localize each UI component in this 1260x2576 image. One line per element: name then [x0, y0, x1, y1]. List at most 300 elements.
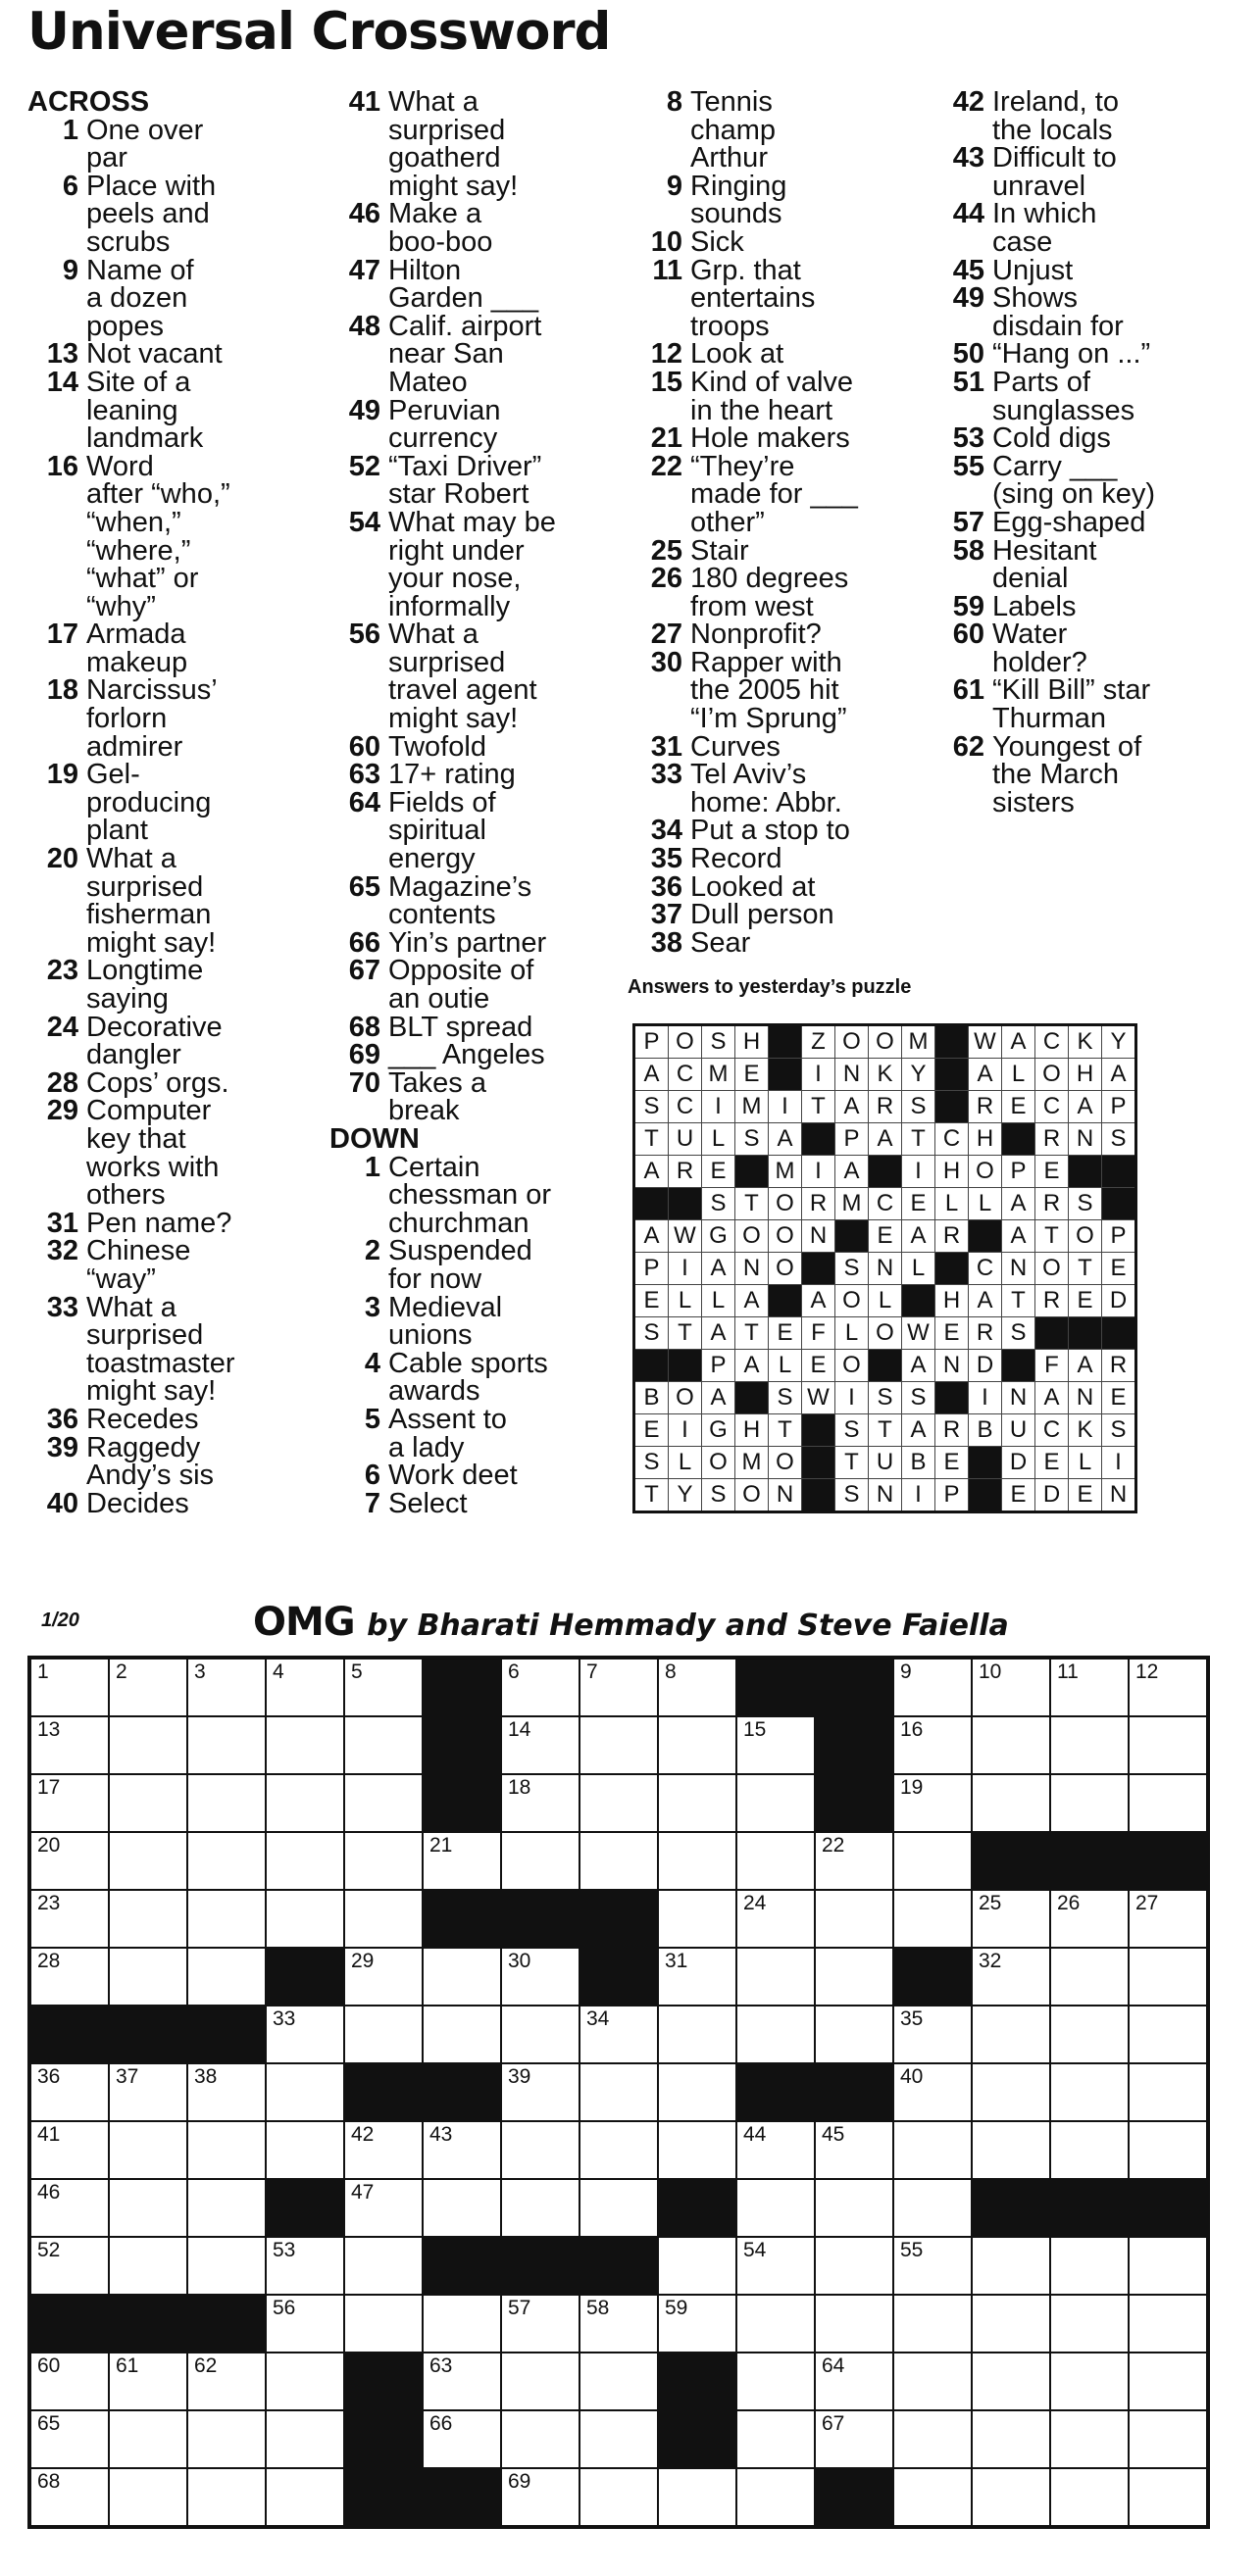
clue-item[interactable] — [631, 845, 931, 873]
grid-cell[interactable] — [580, 1774, 658, 1832]
grid-cell[interactable] — [1129, 2410, 1208, 2468]
grid-cell[interactable] — [187, 1890, 266, 1948]
grid-cell[interactable] — [893, 1716, 972, 1774]
grid-cell[interactable] — [580, 2353, 658, 2410]
grid-cell[interactable] — [423, 2006, 501, 2063]
grid-cell[interactable] — [423, 2179, 501, 2237]
clue-item[interactable] — [933, 730, 1233, 818]
clue-number: 45 — [952, 254, 984, 286]
grid-cell[interactable] — [972, 2295, 1050, 2353]
clue-item[interactable] — [631, 730, 931, 763]
grid-cell[interactable] — [29, 1658, 109, 1716]
clue-text — [992, 534, 1233, 595]
grid-cell[interactable] — [501, 2063, 580, 2121]
clue-line: Armada — [86, 619, 186, 651]
grid-cell[interactable] — [266, 2295, 344, 2353]
grid-cell[interactable] — [658, 1832, 736, 1890]
grid-cell[interactable] — [1050, 1774, 1129, 1832]
grid-cell[interactable] — [893, 2179, 972, 2237]
grid-cell[interactable] — [580, 2468, 658, 2527]
grid-cell[interactable] — [109, 2063, 187, 2121]
clue-item[interactable] — [631, 450, 931, 538]
grid-cell[interactable] — [1129, 2237, 1208, 2295]
clue-item[interactable] — [933, 366, 1233, 426]
grid-cell[interactable] — [1050, 1948, 1129, 2006]
grid-cell[interactable] — [972, 1716, 1050, 1774]
grid-cell[interactable] — [344, 1658, 423, 1716]
grid-cell[interactable] — [344, 2006, 423, 2063]
clue-item[interactable] — [631, 870, 931, 903]
grid-cell[interactable] — [344, 1774, 423, 1832]
grid-cell[interactable] — [580, 1832, 658, 1890]
grid-cell[interactable] — [29, 2353, 109, 2410]
clue-item[interactable] — [329, 200, 629, 256]
grid-cell[interactable] — [501, 2353, 580, 2410]
grid-black-square — [815, 2063, 893, 2121]
grid-cell[interactable] — [187, 1716, 266, 1774]
grid-cell[interactable] — [344, 2295, 423, 2353]
clue-line: denial — [992, 563, 1069, 595]
grid-cell[interactable] — [109, 2237, 187, 2295]
grid-cell[interactable] — [893, 2468, 972, 2527]
grid-cell[interactable] — [972, 1774, 1050, 1832]
clue-item[interactable] — [329, 1347, 629, 1408]
grid-cell[interactable] — [893, 1890, 972, 1948]
grid-cell[interactable] — [266, 2006, 344, 2063]
grid-cell[interactable] — [736, 1948, 815, 2006]
clue-item[interactable] — [329, 926, 629, 959]
grid-cell[interactable] — [736, 2006, 815, 2063]
grid-cell[interactable] — [658, 2063, 736, 2121]
grid-cell[interactable] — [972, 2006, 1050, 2063]
clue-line: Site of a — [86, 366, 191, 398]
grid-cell[interactable] — [1129, 2468, 1208, 2527]
grid-cell[interactable] — [658, 2006, 736, 2063]
grid-cell[interactable] — [266, 1658, 344, 1716]
clue-text — [388, 450, 629, 511]
grid-black-square — [501, 1890, 580, 1948]
clue-line: Sick — [690, 225, 744, 258]
clue-item[interactable] — [329, 1041, 629, 1069]
clue-item[interactable] — [329, 786, 629, 875]
grid-cell[interactable] — [1129, 2121, 1208, 2179]
grid-cell[interactable] — [736, 1832, 815, 1890]
clue-item[interactable] — [631, 901, 931, 929]
grid-cell[interactable] — [266, 2063, 344, 2121]
grid-cell[interactable] — [344, 1716, 423, 1774]
grid-cell[interactable] — [1129, 2353, 1208, 2410]
clue-text — [86, 1095, 327, 1212]
clue-item[interactable] — [329, 1011, 629, 1043]
grid-cell[interactable] — [1129, 1774, 1208, 1832]
clue-item[interactable] — [933, 88, 1233, 144]
grid-cell[interactable] — [658, 1890, 736, 1948]
clue-item[interactable] — [27, 1237, 327, 1293]
clue-item[interactable] — [329, 761, 629, 789]
grid-cell[interactable] — [815, 2353, 893, 2410]
grid-cell[interactable] — [344, 1832, 423, 1890]
clue-item[interactable] — [631, 170, 931, 230]
answer-cell: A — [902, 1414, 935, 1447]
grid-cell[interactable] — [266, 2237, 344, 2295]
grid-cell[interactable] — [580, 1658, 658, 1716]
clue-item[interactable] — [933, 590, 1233, 622]
clue-number: 65 — [348, 870, 380, 903]
grid-cell[interactable] — [1129, 1716, 1208, 1774]
answer-cell: N — [869, 1479, 902, 1512]
answer-cell: T — [769, 1414, 802, 1447]
grid-cell[interactable] — [187, 2410, 266, 2468]
grid-cell[interactable] — [658, 2468, 736, 2527]
clue-line: surprised — [388, 646, 506, 678]
clue-line: What a — [388, 619, 479, 651]
clue-item[interactable] — [631, 340, 931, 369]
clue-item[interactable] — [329, 619, 629, 735]
grid-cell[interactable] — [501, 2410, 580, 2468]
clue-item[interactable] — [329, 1291, 629, 1352]
grid-cell[interactable] — [1050, 2237, 1129, 2295]
grid-cell[interactable] — [736, 1890, 815, 1948]
clue-item[interactable] — [329, 1487, 629, 1519]
clue-item[interactable] — [329, 1461, 629, 1490]
clue-line: home: Abbr. — [690, 786, 842, 818]
grid-cell[interactable] — [266, 2353, 344, 2410]
clue-item[interactable] — [933, 534, 1233, 595]
grid-cell[interactable] — [580, 2121, 658, 2179]
grid-cell[interactable] — [658, 1774, 736, 1832]
grid-cell[interactable] — [109, 2121, 187, 2179]
grid-cell[interactable] — [187, 2179, 266, 2237]
clue-item[interactable] — [631, 424, 931, 453]
grid-cell[interactable] — [736, 2353, 815, 2410]
clue-item[interactable] — [631, 254, 931, 342]
grid-cell[interactable] — [187, 2121, 266, 2179]
grid-cell[interactable] — [815, 2410, 893, 2468]
clue-item[interactable] — [329, 870, 629, 931]
clue-text — [690, 845, 931, 873]
grid-cell[interactable] — [972, 2063, 1050, 2121]
clue-item[interactable] — [329, 1403, 629, 1463]
clue-item[interactable] — [27, 845, 327, 957]
grid-cell[interactable] — [109, 1832, 187, 1890]
grid-cell[interactable] — [972, 2121, 1050, 2179]
clue-item[interactable] — [933, 340, 1233, 369]
clue-item[interactable] — [631, 534, 931, 567]
clue-item[interactable] — [27, 340, 327, 369]
grid-cell[interactable] — [109, 2179, 187, 2237]
clue-line: sunglasses — [992, 394, 1135, 426]
grid-cell[interactable] — [266, 1774, 344, 1832]
grid-cell[interactable] — [187, 1948, 266, 2006]
grid-cell[interactable] — [29, 1890, 109, 1948]
grid-cell[interactable] — [109, 1774, 187, 1832]
grid-cell[interactable] — [815, 1948, 893, 2006]
grid-cell[interactable] — [1129, 1890, 1208, 1948]
clue-item[interactable] — [933, 450, 1233, 511]
grid-cell[interactable] — [893, 2295, 972, 2353]
grid-cell[interactable] — [1129, 1658, 1208, 1716]
grid-cell[interactable] — [972, 1890, 1050, 1948]
grid-cell[interactable] — [736, 2179, 815, 2237]
grid-cell[interactable] — [658, 1658, 736, 1716]
grid-cell[interactable] — [658, 1716, 736, 1774]
grid-cell[interactable] — [972, 2468, 1050, 2527]
grid-cell[interactable] — [658, 2121, 736, 2179]
clue-item[interactable] — [933, 424, 1233, 453]
grid-cell[interactable] — [658, 2237, 736, 2295]
grid-cell[interactable] — [29, 1948, 109, 2006]
grid-cell[interactable] — [1050, 1658, 1129, 1716]
grid-cell[interactable] — [1050, 2353, 1129, 2410]
grid-cell[interactable] — [266, 2410, 344, 2468]
grid-cell[interactable] — [1050, 2063, 1129, 2121]
grid-cell[interactable] — [893, 2121, 972, 2179]
grid-cell[interactable] — [187, 1832, 266, 1890]
clue-item[interactable] — [329, 957, 629, 1013]
clue-item[interactable] — [27, 366, 327, 455]
grid-cell[interactable] — [580, 2295, 658, 2353]
clue-item[interactable] — [329, 1151, 629, 1239]
clue-item[interactable] — [631, 817, 931, 845]
grid-cell[interactable] — [29, 1832, 109, 1890]
grid-cell[interactable] — [501, 1716, 580, 1774]
answer-cell: D — [1002, 1447, 1035, 1479]
answer-cell: E — [702, 1156, 735, 1188]
answer-cell: N — [1002, 1253, 1035, 1285]
clue-number: 69 — [348, 1039, 380, 1071]
grid-cell[interactable] — [736, 2295, 815, 2353]
grid-cell[interactable] — [580, 2179, 658, 2237]
grid-cell[interactable] — [972, 1948, 1050, 2006]
clue-item[interactable] — [933, 254, 1233, 286]
grid-cell[interactable] — [893, 2237, 972, 2295]
grid-cell[interactable] — [501, 2006, 580, 2063]
clue-number: 32 — [46, 1235, 78, 1267]
answer-black-cell — [969, 1220, 1002, 1253]
clue-item[interactable] — [329, 254, 629, 315]
grid-cell[interactable] — [972, 2237, 1050, 2295]
grid-cell[interactable] — [815, 2006, 893, 2063]
clue-item[interactable] — [27, 1487, 327, 1519]
clue-item[interactable] — [27, 1066, 327, 1099]
grid-cell[interactable] — [815, 2295, 893, 2353]
grid-cell[interactable] — [109, 2353, 187, 2410]
clue-line: entertains — [690, 282, 816, 315]
grid-cell[interactable] — [109, 2410, 187, 2468]
clue-item[interactable] — [933, 200, 1233, 256]
grid-cell[interactable] — [815, 2121, 893, 2179]
grid-cell[interactable] — [501, 2295, 580, 2353]
grid-cell[interactable] — [344, 2179, 423, 2237]
grid-cell[interactable] — [972, 1658, 1050, 1716]
grid-cell[interactable] — [736, 2121, 815, 2179]
grid-cell[interactable] — [423, 1832, 501, 1890]
grid-cell[interactable] — [1050, 2006, 1129, 2063]
grid-cell[interactable] — [972, 2353, 1050, 2410]
clue-item[interactable] — [27, 1291, 327, 1408]
clue-item[interactable] — [933, 674, 1233, 735]
grid-black-square — [658, 2353, 736, 2410]
grid-cell[interactable] — [580, 2006, 658, 2063]
clue-item[interactable] — [631, 620, 931, 649]
grid-cell[interactable] — [1129, 1948, 1208, 2006]
grid-cell[interactable] — [736, 2410, 815, 2468]
grid-cell[interactable] — [187, 1658, 266, 1716]
grid-cell[interactable] — [29, 1774, 109, 1832]
grid-cell[interactable] — [893, 2063, 972, 2121]
grid-cell[interactable] — [1129, 2006, 1208, 2063]
answer-cell: I — [902, 1479, 935, 1512]
answer-cell: A — [1002, 1220, 1035, 1253]
grid-cell[interactable] — [736, 1716, 815, 1774]
clue-item[interactable] — [27, 620, 327, 676]
grid-cell[interactable] — [29, 1716, 109, 1774]
clue-item[interactable] — [631, 88, 931, 173]
grid-cell[interactable] — [29, 2179, 109, 2237]
grid-cell[interactable] — [893, 1774, 972, 1832]
grid-cell[interactable] — [501, 1832, 580, 1890]
grid-cell[interactable] — [344, 2237, 423, 2295]
grid-cell[interactable] — [501, 2468, 580, 2527]
grid-cell[interactable] — [266, 1832, 344, 1890]
grid-cell[interactable] — [658, 1948, 736, 2006]
grid-cell[interactable] — [1050, 2295, 1129, 2353]
clue-item[interactable] — [329, 394, 629, 455]
grid-cell[interactable] — [893, 2006, 972, 2063]
clue-item[interactable] — [933, 506, 1233, 538]
grid-cell[interactable] — [1129, 2063, 1208, 2121]
clue-item[interactable] — [27, 1431, 327, 1492]
grid-cell[interactable] — [501, 2179, 580, 2237]
grid-cell[interactable] — [423, 2410, 501, 2468]
clue-item[interactable] — [329, 506, 629, 622]
grid-cell[interactable] — [266, 1890, 344, 1948]
clue-text — [388, 1237, 629, 1293]
clue-item[interactable] — [27, 450, 327, 622]
grid-cell[interactable] — [29, 2468, 109, 2527]
grid-cell[interactable] — [344, 1948, 423, 2006]
grid-cell[interactable] — [1050, 2121, 1129, 2179]
grid-cell[interactable] — [29, 2237, 109, 2295]
grid-cell[interactable] — [1129, 2295, 1208, 2353]
clue-item[interactable] — [329, 450, 629, 511]
grid-cell[interactable] — [187, 2468, 266, 2527]
clue-item[interactable] — [933, 284, 1233, 340]
grid-cell[interactable] — [736, 1774, 815, 1832]
grid-cell[interactable] — [1050, 2410, 1129, 2468]
grid-cell[interactable] — [1050, 1716, 1129, 1774]
clue-item[interactable] — [27, 1011, 327, 1071]
grid-cell[interactable] — [344, 2121, 423, 2179]
clue-item[interactable] — [27, 761, 327, 845]
grid-cell[interactable] — [187, 2063, 266, 2121]
clue-item[interactable] — [329, 310, 629, 398]
clue-text — [86, 620, 327, 676]
clue-line: Ireland, to — [992, 86, 1119, 118]
grid-cell[interactable] — [423, 1948, 501, 2006]
clue-line: “where,” — [86, 534, 191, 567]
grid-cell[interactable] — [109, 1890, 187, 1948]
grid-cell[interactable] — [266, 2468, 344, 2527]
clue-item[interactable] — [933, 620, 1233, 676]
clue-item[interactable] — [27, 957, 327, 1013]
grid-cell[interactable] — [580, 1716, 658, 1774]
answer-cell: L — [1002, 1059, 1035, 1091]
clue-item[interactable] — [631, 926, 931, 959]
clue-item[interactable] — [329, 730, 629, 763]
clue-number: 21 — [650, 422, 682, 455]
grid-cell[interactable] — [893, 2353, 972, 2410]
grid-cell[interactable] — [344, 1890, 423, 1948]
clue-item[interactable] — [329, 88, 629, 200]
clue-number: 52 — [348, 450, 380, 482]
grid-cell[interactable] — [893, 1658, 972, 1716]
clue-column-2 — [329, 88, 629, 1517]
grid-cell[interactable] — [266, 1716, 344, 1774]
grid-cell[interactable] — [266, 2121, 344, 2179]
grid-cell[interactable] — [815, 2179, 893, 2237]
clue-item[interactable] — [27, 170, 327, 258]
clue-item[interactable] — [631, 761, 931, 817]
clue-item[interactable] — [329, 1237, 629, 1293]
grid-cell[interactable] — [893, 2410, 972, 2468]
grid-cell[interactable] — [109, 1658, 187, 1716]
grid-cell[interactable] — [501, 2121, 580, 2179]
grid-cell[interactable] — [29, 2410, 109, 2468]
grid-cell[interactable] — [29, 2063, 109, 2121]
clue-item[interactable] — [631, 366, 931, 426]
clue-item[interactable] — [27, 676, 327, 761]
grid-cell[interactable] — [109, 2468, 187, 2527]
grid-cell[interactable] — [423, 2353, 501, 2410]
grid-cell[interactable] — [893, 1832, 972, 1890]
clue-item[interactable] — [27, 1403, 327, 1435]
grid-cell[interactable] — [187, 2353, 266, 2410]
grid-cell[interactable] — [658, 2295, 736, 2353]
clue-item[interactable] — [933, 144, 1233, 200]
grid-cell[interactable] — [423, 2295, 501, 2353]
grid-cell[interactable] — [736, 2468, 815, 2527]
grid-cell[interactable] — [815, 1832, 893, 1890]
grid-cell[interactable] — [580, 2410, 658, 2468]
clue-item[interactable] — [27, 1095, 327, 1212]
clue-line: an outie — [388, 983, 490, 1015]
clue-item[interactable] — [27, 254, 327, 342]
clue-item[interactable] — [631, 646, 931, 735]
clue-item[interactable] — [27, 1207, 327, 1239]
clue-item[interactable] — [27, 114, 327, 174]
grid-cell[interactable] — [109, 1948, 187, 2006]
grid-cell[interactable] — [501, 1658, 580, 1716]
clue-item[interactable] — [631, 225, 931, 258]
grid-cell[interactable] — [580, 2063, 658, 2121]
grid-cell[interactable] — [972, 2410, 1050, 2468]
grid-cell[interactable] — [501, 1774, 580, 1832]
grid-cell[interactable] — [1050, 1890, 1129, 1948]
grid-cell[interactable] — [815, 1890, 893, 1948]
grid-cell[interactable] — [187, 1774, 266, 1832]
grid-cell[interactable] — [736, 2237, 815, 2295]
grid-cell[interactable] — [29, 2121, 109, 2179]
clue-item[interactable] — [631, 565, 931, 620]
grid-cell[interactable] — [187, 2237, 266, 2295]
grid-cell[interactable] — [1050, 2468, 1129, 2527]
grid-cell[interactable] — [423, 2121, 501, 2179]
grid-cell[interactable] — [109, 1716, 187, 1774]
clue-item[interactable] — [329, 1066, 629, 1127]
grid-cell[interactable] — [501, 1948, 580, 2006]
grid-cell[interactable] — [815, 2237, 893, 2295]
